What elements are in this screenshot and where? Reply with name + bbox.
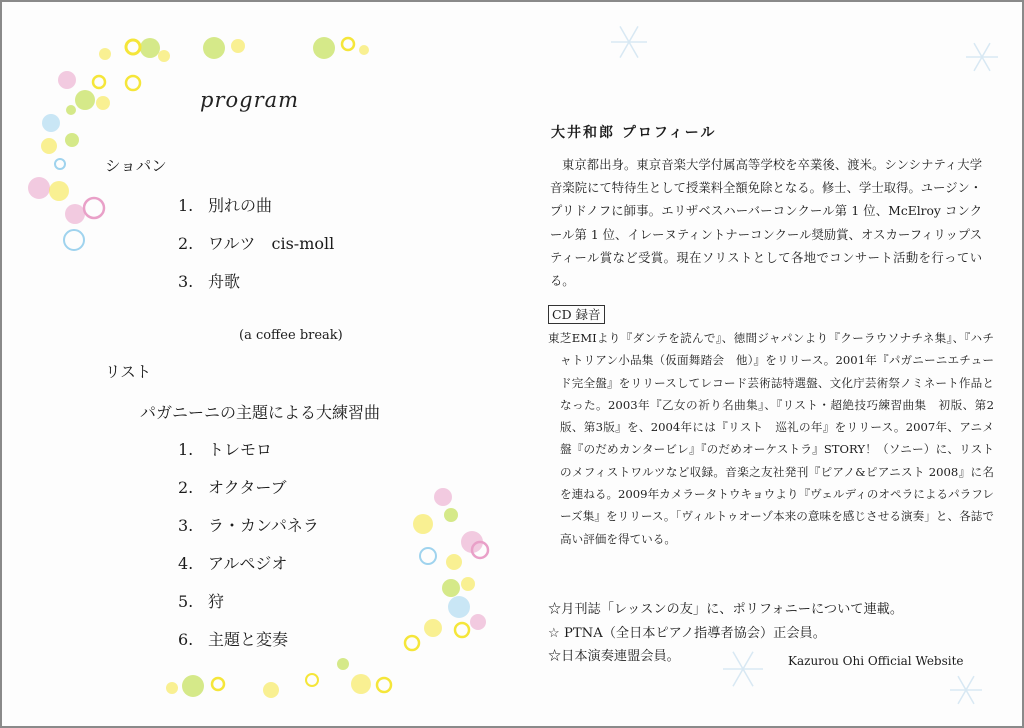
piece-item: [178, 551, 287, 574]
note-item: ☆ PTNA（全日本ピアノ指導者協会）正会員。: [548, 625, 826, 641]
piece-item: [178, 475, 287, 498]
piece-item: [178, 437, 272, 460]
piece-item: [178, 627, 288, 650]
note-item: ☆月刊誌「レッスンの友」に、ポリフォニーについて連載。: [548, 602, 904, 617]
coffee-break-note: (a coffee break): [239, 328, 343, 343]
piece-item: [178, 193, 272, 216]
piece-number: 5.: [178, 592, 194, 611]
piece-number: 3.: [178, 272, 194, 291]
piece-number: 2.: [178, 234, 194, 253]
piece-number: 6.: [178, 630, 194, 649]
piece-number: 1.: [178, 196, 194, 215]
piece-title: アルペジオ: [208, 554, 288, 573]
piece-item: [178, 231, 334, 254]
piece-title: ワルツ cis-moll: [208, 234, 335, 253]
piece-item: [178, 513, 319, 536]
profile-body: 東京都出身。東京音楽大学付属高等学校を卒業後、渡米。シンシナティ大学音楽院にて特待生として授業料全額免除となる。修士、学士取得。ユージン・プリドノフに師事。エリザベスハーバーコンクール第 1 位、McElroy コンクール第 1 位、イレーヌティントナーコンクール奨励賞、オスカーフィリップスティール賞など受賞。現在ソリストとして各地でコンサート活動を行っている。: [550, 158, 982, 289]
piece-title: ラ・カンパネラ: [208, 516, 319, 535]
piece-number: 4.: [178, 554, 194, 573]
program-title: program: [200, 88, 300, 112]
piece-title: 狩: [208, 592, 225, 611]
piece-number: 1.: [178, 440, 194, 459]
work-title: パガニーニの主題による大練習曲: [140, 403, 381, 422]
piece-title: 舟歌: [208, 272, 241, 291]
piece-item: [178, 269, 240, 292]
piece-title: トレモロ: [208, 440, 273, 459]
composer-liszt: リスト: [105, 363, 152, 381]
cd-recordings-label: CD 録音: [548, 305, 605, 324]
cd-recordings-body: 東芝EMIより『ダンテを読んで』、徳間ジャパンより『クーラウソナチネ集』、『ハチャトリアン小品集（仮面舞踏会 他）』をリリース。2001年『パガニーニエチュード完全盤』をリリースしてレコード芸術誌特選盤、文化庁芸術祭ノミネート作品となった。2003年『乙女の祈り名曲集』、『リスト・超絶技巧練習曲集 初版、第2版、第3版』を、2004年には『リスト 巡礼の年』をリリース。2007年、アニメ盤『のだめカンタービレ』『のだめオーケストラ』STORY！（ソニー）に、リストのメフィストワルツなど収録。音楽之友社発刊『ピアノ&ピアニスト 2008』に名を連ねる。2009年カメラータトウキョウより『ヴェルディのオペラによるパラフレーズ集』をリリース。「ヴィルトゥオーゾ本来の意味を感じさせる演奏」と、各誌で高い評価を得ている。: [548, 331, 994, 546]
profile-title: 大井和郎 プロフィール: [551, 125, 717, 141]
piece-title: 別れの曲: [208, 196, 273, 215]
piece-item: [178, 589, 224, 612]
note-item: ☆日本演奏連盟会員。: [548, 649, 680, 664]
piece-title: 主題と変奏: [208, 630, 289, 649]
piece-number: 2.: [178, 478, 194, 497]
official-website-credit: Kazurou Ohi Official Website: [788, 654, 964, 668]
composer-chopin: ショパン: [105, 157, 167, 175]
piece-number: 3.: [178, 516, 194, 535]
piece-title: オクターブ: [208, 478, 287, 497]
